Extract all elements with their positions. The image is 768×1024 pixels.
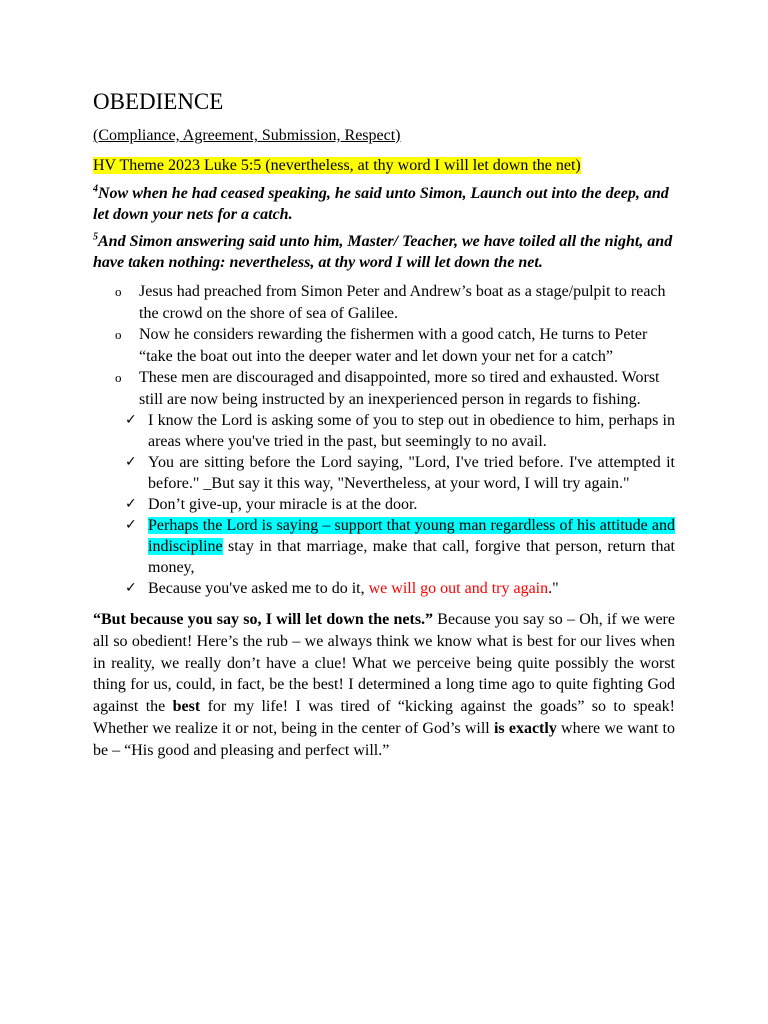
verse-5 [93,231,675,273]
bold-word: best [172,698,201,716]
bold-quote: “But because you say so, I will let down the nets.” [93,611,434,628]
bold-word: is exactly [493,719,557,737]
list-item: ✓ Because you've asked me to do it, we will go out and try again." [125,580,559,597]
checkmark-icon: ✓ [125,580,137,596]
list-item: o Jesus had preached from Simon Peter and Andrew’s boat as a stage/pulpit to reach the crowd on the shore of sea of Galilee. [115,283,666,322]
circle-bullet-icon: o [115,284,122,299]
verse-text: And Simon answering said unto him, Master/ Teacher, we have toiled all the night, and have taken nothing: nevertheless, at thy word I will let down the net. [93,233,673,271]
closing-paragraph: “But because you say so, I will let down the nets.” Because you say so – Oh, if we were all so obedient! Here’s the rub – we always think we know what is best for our lives when in reality, we really don’t have a clue! What we perceive being quite possibly the worst thing for us, could, in fact, be the best! I determined a long time ago to quite fighting God against the best for my life! I was tired of “kicking against the goads” so to speak! Whether we realize it or not, being in the center of God’s will is exactly where we want to be – “His good and pleasing and perfect will.” [93,611,675,759]
checkmark-icon: ✓ [125,517,137,533]
circle-bullet-icon: o [115,370,122,385]
cyan-highlight: Perhaps the Lord is saying – support that young man regardless of his attitude and indiscipline [148,517,675,555]
check-bullet-list [93,410,675,599]
page-title: OBEDIENCE [93,89,224,114]
theme-line [93,155,675,177]
circle-bullet-icon: o [115,327,122,342]
verse-number: 4 [93,183,98,195]
list-item: ✓ Don’t give-up, your miracle is at the door. [125,496,418,513]
subtitle: (Compliance, Agreement, Submission, Respect) [93,127,401,144]
checkmark-icon: ✓ [125,454,137,470]
document-body [93,88,675,778]
checkmark-icon: ✓ [125,412,137,428]
theme-highlight: HV Theme 2023 Luke 5:5 (nevertheless, at thy word I will let down the net) [93,157,581,174]
checkmark-icon: ✓ [125,496,137,512]
list-item: ✓ I know the Lord is asking some of you to step out in obedience to him, perhaps in areas where you've tried in the past, but seemingly to no avail. [125,412,675,450]
verse-number: 5 [93,231,98,243]
list-item: ✓ Perhaps the Lord is saying – support that young man regardless of his attitude and indiscipline stay in that marriage, make that call, forgive that person, return that money, [125,517,675,576]
list-item: o These men are discouraged and disappointed, more so tired and exhausted. Worst still are now being instructed by an inexperienced person in regards to fishing. [115,369,660,408]
list-item: o Now he considers rewarding the fishermen with a good catch, He turns to Peter “take the boat out into the deeper water and let down your net for a catch” [115,326,648,365]
verse-4 [93,183,675,225]
list-item: ✓ You are sitting before the Lord saying, "Lord, I've tried before. I've attempted it before." _But say it this way, "Nevertheless, at your word, I will try again." [125,454,675,492]
red-text: we will go out and try again [368,580,549,597]
circle-bullet-list [93,281,675,410]
verse-text: Now when he had ceased speaking, he said unto Simon, Launch out into the deep, and let down your nets for a catch. [93,185,669,223]
